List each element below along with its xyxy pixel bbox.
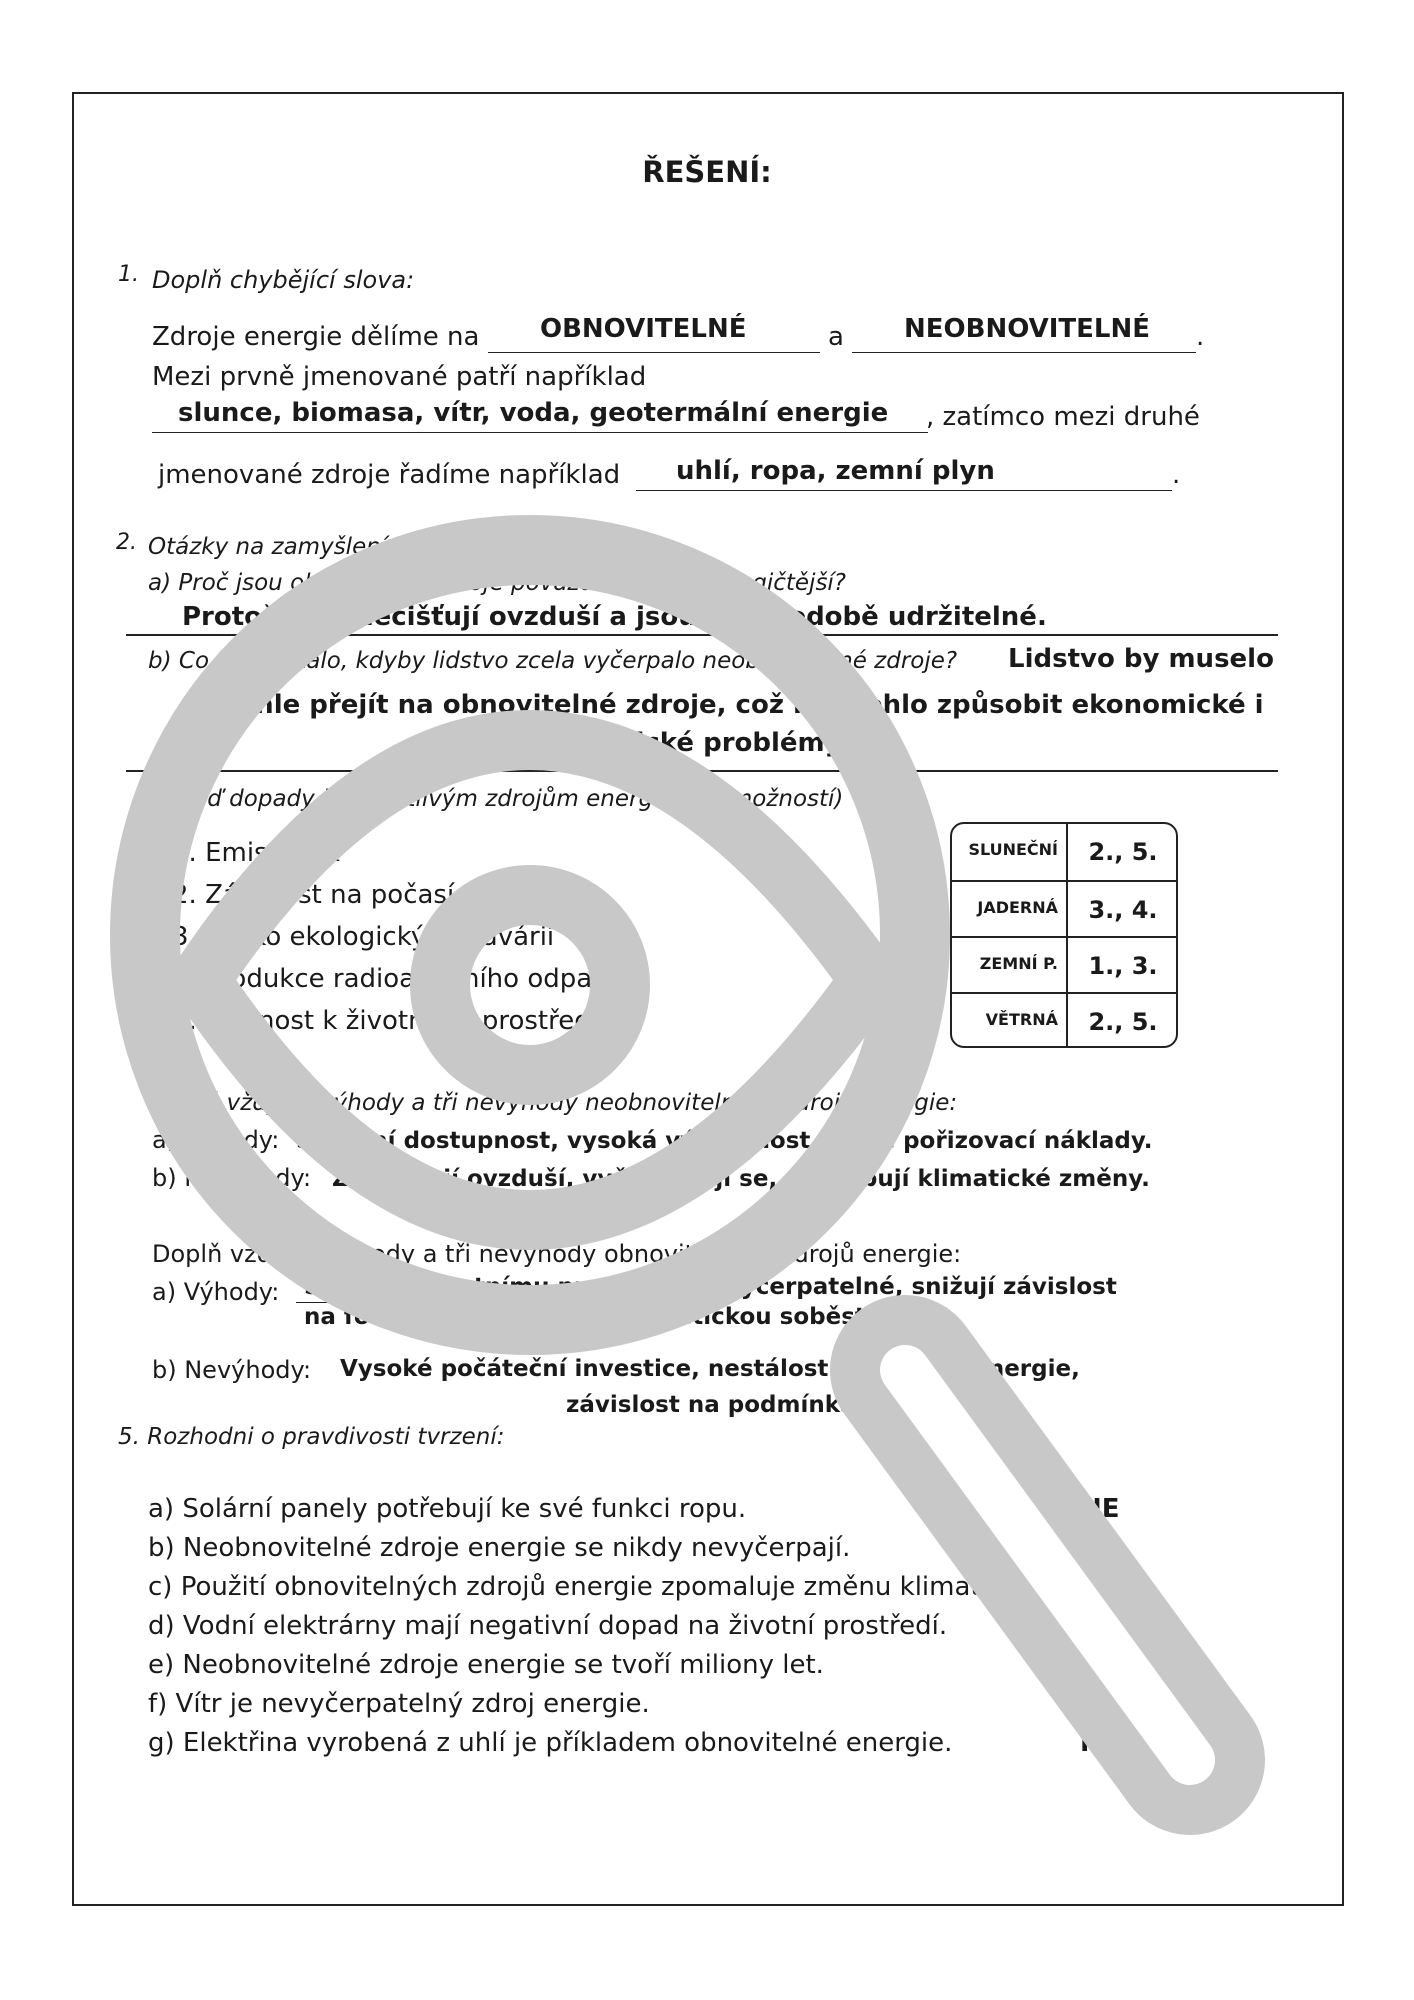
task5-instruction: 5. Rozhodni o pravdivosti tvrzení: [118, 1424, 505, 1450]
task4b-dis-label: b) Nevýhody: [152, 1356, 312, 1384]
impact-item-1: 1. Emise CO₂ [172, 838, 341, 868]
task4b-dis-answer-2: závislost na podmínkách prostředí. [566, 1392, 1022, 1418]
statement-a: a) Solární panely potřebují ke své funkci ropu. [148, 1494, 747, 1524]
blank-3 [152, 432, 928, 433]
impact-item-2: 2. Závislost na počasí [172, 880, 455, 910]
impact-item-4: 4. Produkce radioaktivního odpadu [172, 964, 626, 994]
task4a-instruction: Doplň vždy tři výhody a tři nevýhody neobnovitelných zdrojů energie: [152, 1090, 958, 1116]
task4a-adv-answer: Stabilní dostupnost, vysoká výhřevnost, nízké pořizovací náklady. [296, 1128, 1153, 1154]
task1-instruction: Doplň chybějící slova: [152, 266, 415, 294]
task1-line4-end: . [1172, 460, 1181, 490]
answer-2a-line [126, 634, 1278, 636]
answer-neobnovitelne: NEOBNOVITELNÉ [904, 314, 1150, 344]
question-2b: b) Co by se stalo, kdyby lidstvo zcela vyčerpalo neobnovitelné zdroje? [148, 648, 958, 674]
statement-f-answer: ANO [1080, 1689, 1144, 1719]
task1-line3-suffix: , zatímco mezi druhé [926, 402, 1200, 432]
table-answer: 2., 5. [1066, 824, 1178, 880]
task3-instruction: Přiřaď dopady k jednotlivým zdrojům energie (víc možností) [154, 786, 844, 812]
source-impact-table [950, 822, 1178, 1048]
statement-f: f) Vítr je nevyčerpatelný zdroj energie. [148, 1689, 650, 1719]
statement-d-answer: ANO [1080, 1611, 1144, 1641]
page-title: ŘEŠENÍ: [642, 155, 772, 189]
statement-b: b) Neobnovitelné zdroje energie se nikdy nevyčerpají. [148, 1533, 851, 1563]
statement-e-answer: ANO [1080, 1650, 1144, 1680]
question-2a: a) Proč jsou obnovitelné zdroje považovány za ekologičtější? [148, 570, 847, 596]
task1-number: 1. [118, 262, 139, 287]
task4a-dis-label: b) Nevýhody: [152, 1164, 312, 1192]
statement-a-answer: NE [1080, 1494, 1120, 1524]
blank-1 [488, 352, 820, 353]
table-answer: 1., 3. [1066, 938, 1178, 994]
task2-instruction: Otázky na zamyšlení [148, 534, 388, 560]
task1-line2: Mezi prvně jmenované patří například [152, 362, 647, 392]
task4b-instruction: Doplň vždy tři výhody a tři nevýhody obnovitelných zdrojů energie: [152, 1240, 962, 1268]
statement-e: e) Neobnovitelné zdroje energie se tvoří miliony let. [148, 1650, 824, 1680]
answer-2a: Protože neznečišťují ovzduší a jsou dlouhodobě udržitelné. [182, 602, 1047, 632]
answer-2b-part2: rychle přejít na obnovitelné zdroje, což by mohlo způsobit ekonomické i [210, 690, 1264, 720]
task1-line1-prefix: Zdroje energie dělíme na [152, 322, 480, 352]
task1-line1-end: . [1196, 322, 1205, 352]
table-source: JADERNÁ [977, 898, 1058, 917]
task4b-adv-blank [296, 1302, 356, 1303]
blank-4 [636, 490, 1172, 491]
table-source: SLUNEČNÍ [968, 840, 1058, 859]
table-source: ZEMNÍ P. [979, 954, 1058, 973]
task4a-dis-answer: Znečišťují ovzduší, vyčerpávají se, způsobují klimatické změny. [332, 1166, 1150, 1192]
answer-2b-part1: Lidstvo by muselo [1008, 644, 1274, 674]
task4a-adv-label: a) Výhody: [152, 1126, 280, 1154]
answer-nonrenewable-examples: uhlí, ropa, zemní plyn [676, 456, 995, 486]
statement-c: c) Použití obnovitelných zdrojů energie zpomaluje změnu klimatu. [148, 1572, 1006, 1602]
table-source: VĚTRNÁ [985, 1010, 1058, 1029]
task1-line4-prefix: jmenované zdroje řadíme například [158, 460, 621, 490]
table-answer: 3., 4. [1066, 882, 1178, 938]
task4b-adv-answer-2: na fosilních palivech a energetickou soběstačnost. [304, 1304, 961, 1330]
answer-2b-part3: ekologické problémy. [538, 728, 850, 758]
impact-item-5: 5. Šetrnost k životnímu prostředí [172, 1006, 598, 1036]
statement-g-answer: NE [1080, 1728, 1120, 1758]
statement-c-answer: ANO [1080, 1572, 1144, 1602]
task4b-adv-label: a) Výhody: [152, 1278, 280, 1306]
impact-item-3: 3. Riziko ekologických havárií [172, 922, 555, 952]
statement-b-answer: NE [1080, 1533, 1120, 1563]
task4b-adv-answer-1: Šetrné k životnímu prostředí, nevyčerpatelné, snižují závislost [304, 1274, 1117, 1300]
task1-connector: a [828, 322, 844, 352]
answer-obnovitelne: OBNOVITELNÉ [540, 314, 747, 344]
table-row [952, 824, 1176, 880]
statement-d: d) Vodní elektrárny mají negativní dopad na životní prostředí. [148, 1611, 948, 1641]
answer-renewable-examples: slunce, biomasa, vítr, voda, geotermální energie [178, 398, 889, 428]
table-row [952, 936, 1176, 994]
statement-g: g) Elektřina vyrobená z uhlí je příkladem obnovitelné energie. [148, 1728, 953, 1758]
answer-2b-line [126, 770, 1278, 772]
table-row [952, 992, 1176, 1048]
blank-2 [852, 352, 1196, 353]
table-row [952, 880, 1176, 938]
task2-number: 2. [116, 530, 137, 555]
task4b-dis-answer-1: Vysoké počáteční investice, nestálost ve výrobě energie, [340, 1356, 1080, 1382]
table-answer: 2., 5. [1066, 994, 1178, 1048]
